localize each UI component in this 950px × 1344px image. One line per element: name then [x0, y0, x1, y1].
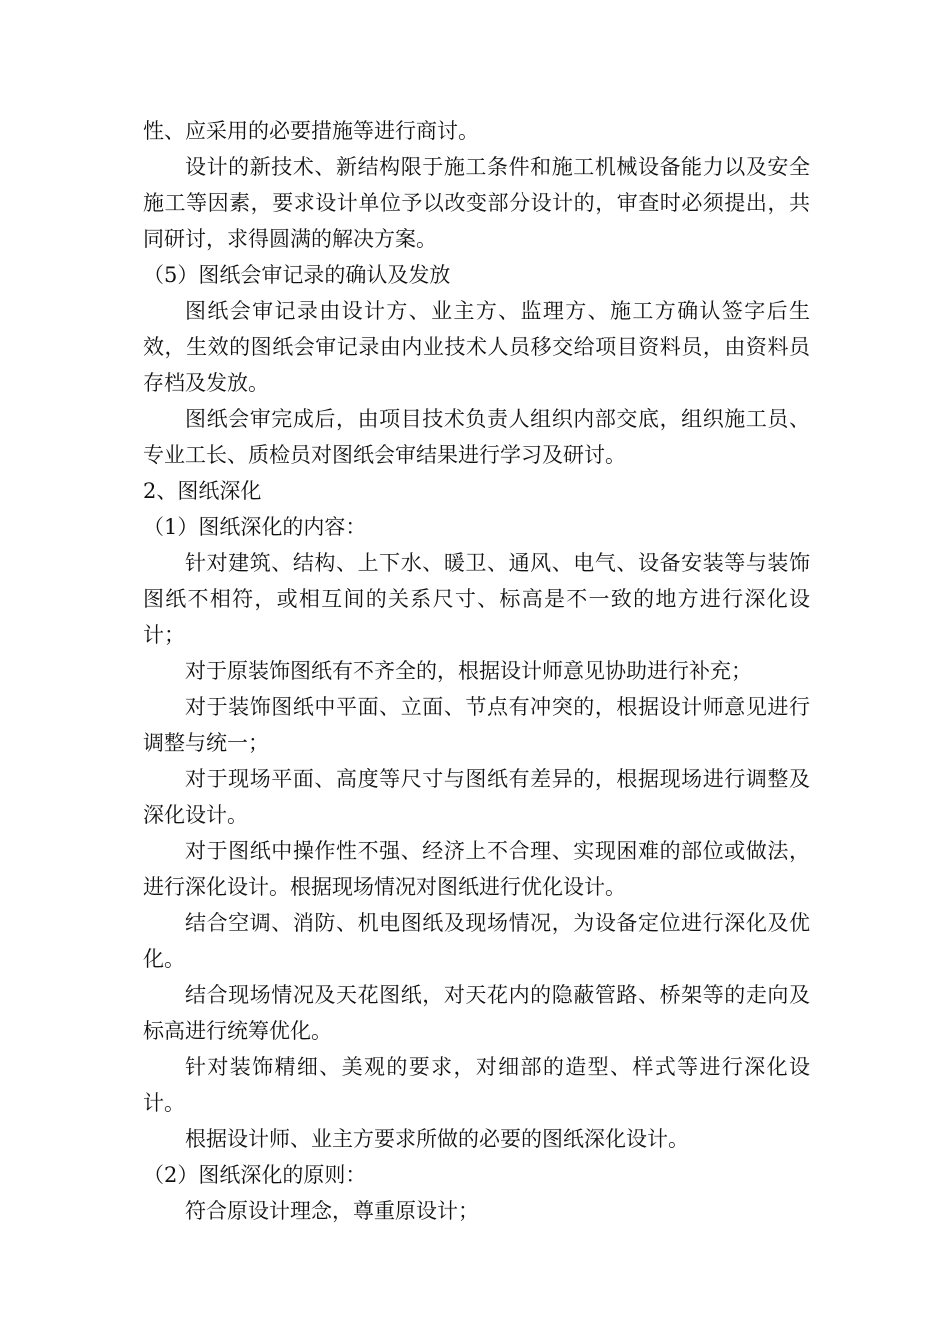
paragraph-record-confirmation: 图纸会审记录由设计方、业主方、监理方、施工方确认签字后生效，生效的图纸会审记录由内业技术人员移交给项目资料员，由资料员存档及发放。	[143, 299, 810, 395]
paragraph-item: 根据设计师、业主方要求所做的必要的图纸深化设计。	[185, 1127, 689, 1151]
paragraph-continuation: 性、应采用的必要措施等进行商讨。	[143, 119, 479, 143]
paragraph-item: 针对装饰精细、美观的要求，对细部的造型、样式等进行深化设计。	[143, 1055, 810, 1115]
section-heading-drawing-deepening: 2、图纸深化	[143, 479, 262, 503]
paragraph-internal-briefing: 图纸会审完成后，由项目技术负责人组织内部交底，组织施工员、专业工长、质检员对图纸会审结果进行学习及研讨。	[143, 407, 810, 467]
paragraph-new-technology: 设计的新技术、新结构限于施工条件和施工机械设备能力以及安全施工等因素，要求设计单位予以改变部分设计的，审查时必须提出，共同研讨，求得圆满的解决方案。	[143, 155, 810, 251]
subheading-deepening-content: （1）图纸深化的内容：	[143, 515, 367, 539]
paragraph-item: 对于现场平面、高度等尺寸与图纸有差异的，根据现场进行调整及深化设计。	[143, 767, 810, 827]
paragraph-item: 对于原装饰图纸有不齐全的，根据设计师意见协助进行补充；	[185, 659, 752, 683]
paragraph-item: 结合现场情况及天花图纸，对天花内的隐蔽管路、桥架等的走向及标高进行统筹优化。	[143, 983, 810, 1043]
paragraph-item: 对于装饰图纸中平面、立面、节点有冲突的，根据设计师意见进行调整与统一；	[143, 695, 810, 755]
paragraph-item: 结合空调、消防、机电图纸及现场情况，为设备定位进行深化及优化。	[143, 911, 810, 971]
subheading-review-record: （5）图纸会审记录的确认及发放	[143, 263, 451, 287]
subheading-deepening-principles: （2）图纸深化的原则：	[143, 1163, 367, 1187]
paragraph-item: 针对建筑、结构、上下水、暖卫、通风、电气、设备安装等与装饰图纸不相符，或相互间的关系尺寸、标高是不一致的地方进行深化设计；	[143, 551, 810, 647]
document-body	[143, 113, 810, 1229]
paragraph-item: 符合原设计理念，尊重原设计；	[185, 1199, 479, 1223]
paragraph-item: 对于图纸中操作性不强、经济上不合理、实现困难的部位或做法，进行深化设计。根据现场情况对图纸进行优化设计。	[143, 839, 810, 899]
